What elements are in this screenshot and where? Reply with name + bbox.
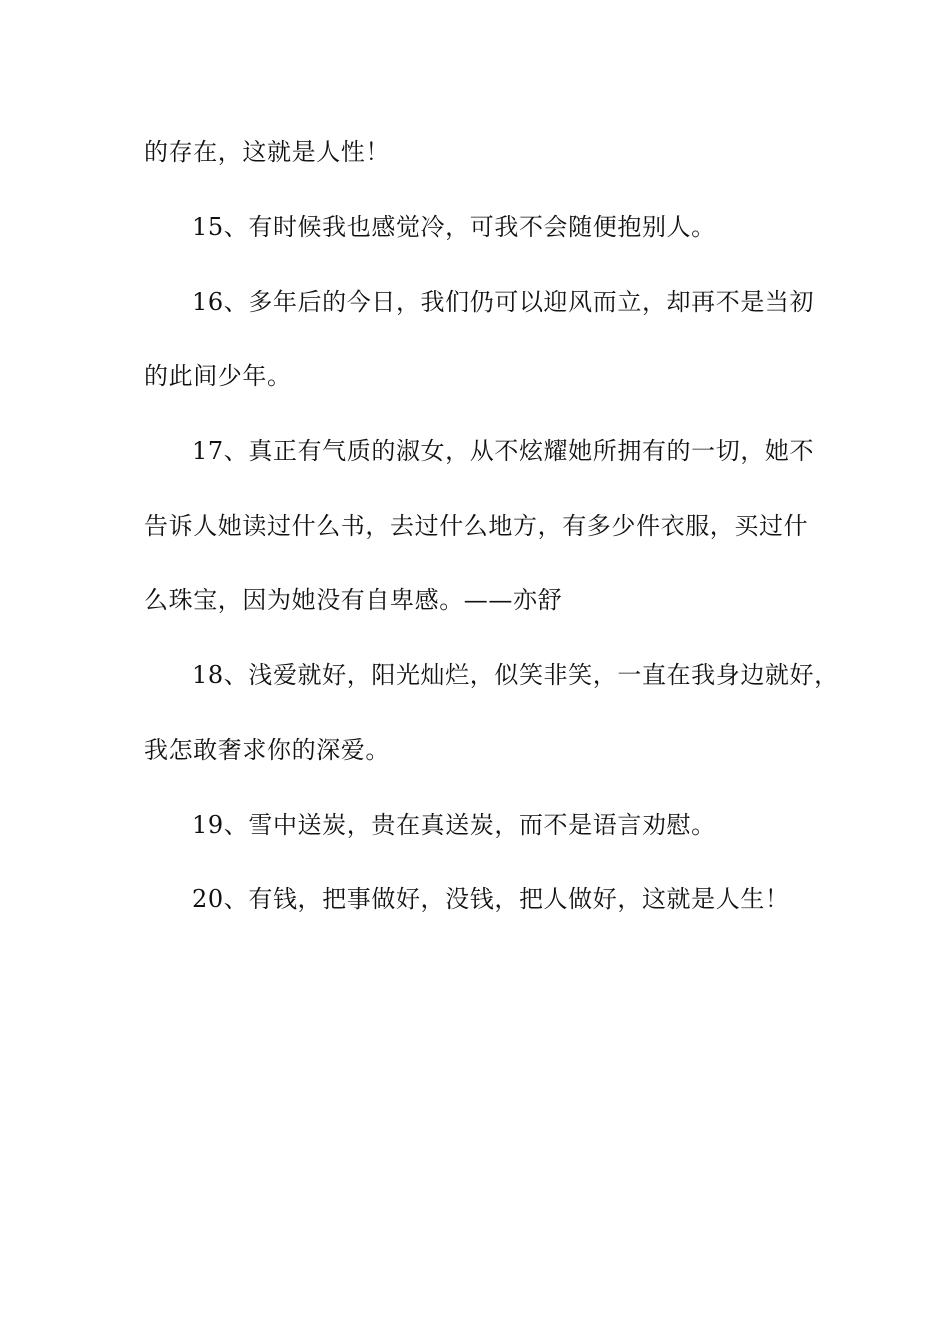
text-line: 19、雪中送炭，贵在真送炭，而不是语言劝慰。 — [192, 811, 716, 839]
text-line: 的存在，这就是人性！ — [144, 138, 390, 166]
text-line: 告诉人她读过什么书，去过什么地方，有多少件衣服，买过什 — [144, 512, 809, 540]
text-line: 15、有时候我也感觉冷，可我不会随便抱别人。 — [192, 213, 716, 241]
text-line: 我怎敢奢求你的深爱。 — [144, 736, 390, 764]
text-line: 16、多年后的今日，我们仍可以迎风而立，却再不是当初 — [192, 288, 815, 316]
text-line: 17、真正有气质的淑女，从不炫耀她所拥有的一切，她不 — [192, 437, 815, 465]
text-line: 的此间少年。 — [144, 362, 292, 390]
text-line: 么珠宝，因为她没有自卑感。——亦舒 — [144, 586, 563, 614]
text-line: 18、浅爱就好，阳光灿烂，似笑非笑，一直在我身边就好， — [192, 661, 839, 689]
text-line: 20、有钱，把事做好，没钱，把人做好，这就是人生！ — [192, 885, 790, 913]
